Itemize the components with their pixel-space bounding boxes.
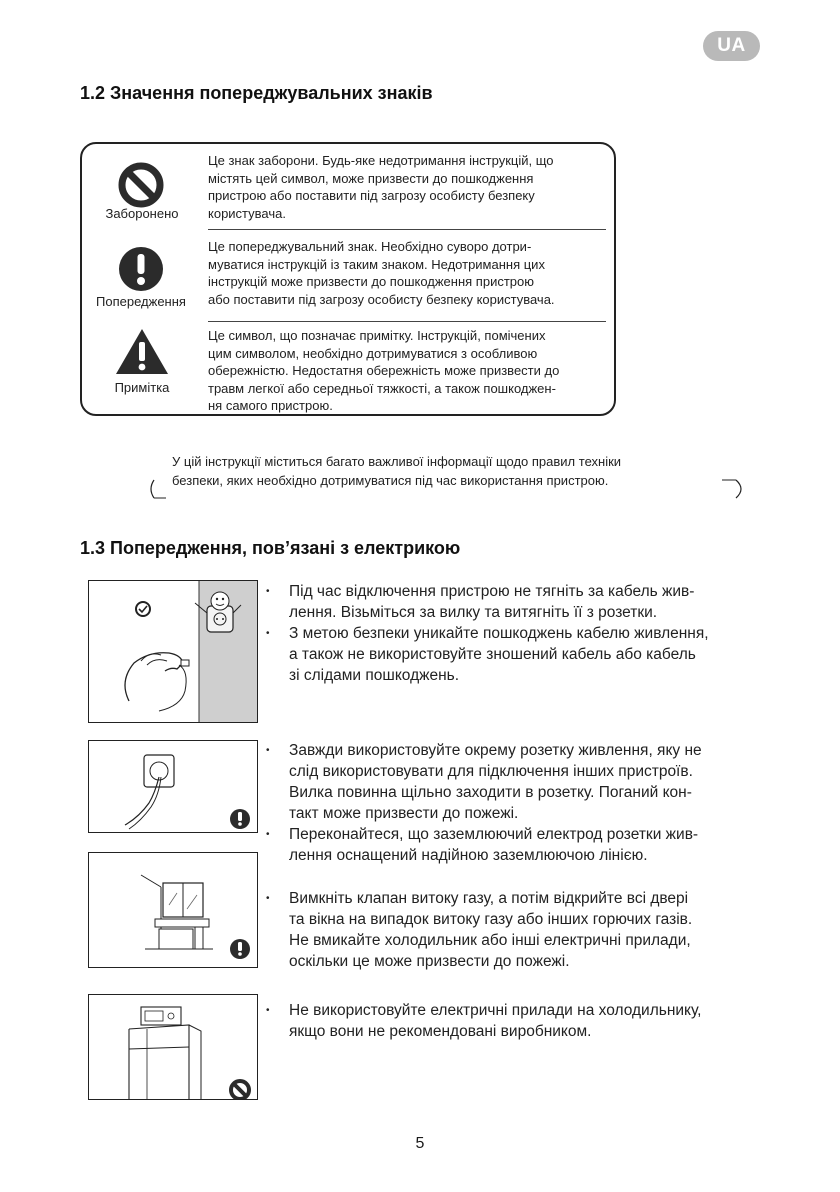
warning-icon — [117, 245, 167, 295]
text-line: слід використовувати для підключення інших пристроїв. — [289, 763, 693, 780]
caution-triangle-icon — [114, 326, 170, 376]
text-line: безпеки, яких необхідно дотримуватися під час використання пристрою. — [172, 473, 609, 488]
list-item: • Вимкніть клапан витоку газу, а потім відкрийте всі двері та вікна на випадок витоку газу або інших горючих газів. Не вмикайте холодильник або інші електричні прилади, оскільки це може призвести до пожежі. — [266, 888, 766, 972]
text-line: Не вмикайте холодильник або інші електричні прилади, — [289, 932, 691, 949]
gas-leak-window-illustration — [88, 852, 258, 968]
text-line: користувача. — [208, 205, 286, 221]
unplug-by-plug-illustration — [88, 580, 258, 723]
text-line: Це знак заборони. Будь-яке недотримання інструкцій, що — [208, 153, 554, 168]
section-title-1-2: 1.2 Значення попереджувальних знаків — [80, 83, 433, 103]
text-line: травм легкої або середньої тяжкості, а також пошкоджен- — [208, 380, 556, 396]
text-line: та вікна на випадок витоку газу або інших горючих газів. — [289, 911, 693, 928]
language-badge: UA — [703, 31, 760, 61]
sign-caption-warning: Попередження — [96, 294, 186, 309]
appliance-on-fridge-illustration — [88, 994, 258, 1100]
text-line: обережністю. Недостатня обережність може призвести до — [208, 363, 560, 378]
text-line: оскільки це може призвести до пожежі. — [289, 953, 570, 970]
text-line: Це попереджувальний знак. Необхідно суворо дотри- — [208, 239, 532, 254]
bracket-decoration-left — [146, 478, 166, 500]
electric-warnings-group-4 — [266, 1000, 766, 1042]
text-line: або поставити під загрозу особисту безпеку користувача. — [208, 291, 555, 307]
text-line: Це символ, що позначає примітку. Інструкцій, помічених — [208, 328, 546, 343]
sign-description-prohibited — [208, 152, 608, 222]
sign-description-warning — [208, 238, 608, 308]
list-item: • Завжди використовуйте окрему розетку живлення, яку не слід використовувати для підключення інших пристроїв. Вилка повинна щільно заходити в розетку. Поганий кон- такт може призвести до пожежі. — [266, 740, 766, 824]
text-line: лення оснащений надійною заземлюючою лінією. — [289, 847, 648, 864]
text-line: Вилка повинна щільно заходити в розетку. Поганий кон- — [289, 784, 692, 801]
text-line: Не використовуйте електричні прилади на холодильнику, — [289, 1002, 702, 1019]
text-line: Завжди використовуйте окрему розетку живлення, яку не — [289, 742, 702, 759]
divider — [208, 229, 606, 230]
prohibition-icon — [116, 160, 166, 210]
bracket-decoration-right — [722, 478, 748, 500]
text-line: Переконайтеся, що заземлюючий електрод розетки жив- — [289, 826, 699, 843]
text-line: а також не використовуйте зношений кабель або кабель — [289, 646, 696, 663]
safety-info-note — [172, 452, 712, 490]
divider — [208, 321, 606, 322]
text-line: муватися інструкцій із таким знаком. Недотримання цих — [208, 256, 545, 272]
text-line: У цій інструкції міститься багато важливої інформації щодо правил техніки — [172, 454, 622, 469]
list-item: • Не використовуйте електричні прилади на холодильнику, якщо вони не рекомендовані виробником. — [266, 1000, 766, 1042]
text-line: Вимкніть клапан витоку газу, а потім відкрийте всі двері — [289, 890, 689, 907]
text-line: зі слідами пошкоджень. — [289, 667, 460, 684]
text-line: такт може призвести до пожежі. — [289, 805, 519, 822]
electric-warnings-group-1 — [266, 581, 766, 686]
list-item: • Переконайтеся, що заземлюючий електрод розетки жив- лення оснащений надійною заземлюючою лінією. — [266, 824, 766, 866]
text-line: містять цей символ, може призвести до пошкодження — [208, 170, 534, 186]
text-line: пристрою або поставити під загрозу особисту безпеку — [208, 188, 535, 203]
list-item: • Під час відключення пристрою не тягніть за кабель жив- лення. Візьміться за вилку та витягніть її з розетки. — [266, 581, 766, 623]
sign-description-note — [208, 327, 608, 415]
electric-warnings-group-2 — [266, 740, 766, 866]
section-title-1-3: 1.3 Попередження, пов’язані з електрикою — [80, 538, 461, 558]
text-line: лення. Візьміться за вилку та витягніть її з розетки. — [289, 604, 658, 621]
electric-warnings-group-3 — [266, 888, 766, 972]
text-line: Під час відключення пристрою не тягніть за кабель жив- — [289, 583, 695, 600]
text-line: цим символом, необхідно дотримуватися з особливою — [208, 345, 538, 361]
sign-caption-note: Примітка — [114, 380, 170, 395]
text-line: З метою безпеки уникайте пошкоджень кабелю живлення, — [289, 625, 709, 642]
sign-caption-prohibited: Заборонено — [105, 206, 179, 221]
text-line: якщо вони не рекомендовані виробником. — [289, 1023, 592, 1040]
list-item: • З метою безпеки уникайте пошкоджень кабелю живлення, а також не використовуйте зношений кабель або кабель зі слідами пошкоджень. — [266, 623, 766, 686]
text-line: ня самого пристрою. — [208, 398, 333, 413]
text-line: інструкцій може призвести до пошкодження пристрою — [208, 274, 534, 289]
page-number: 5 — [415, 1135, 425, 1152]
wall-socket-illustration — [88, 740, 258, 833]
